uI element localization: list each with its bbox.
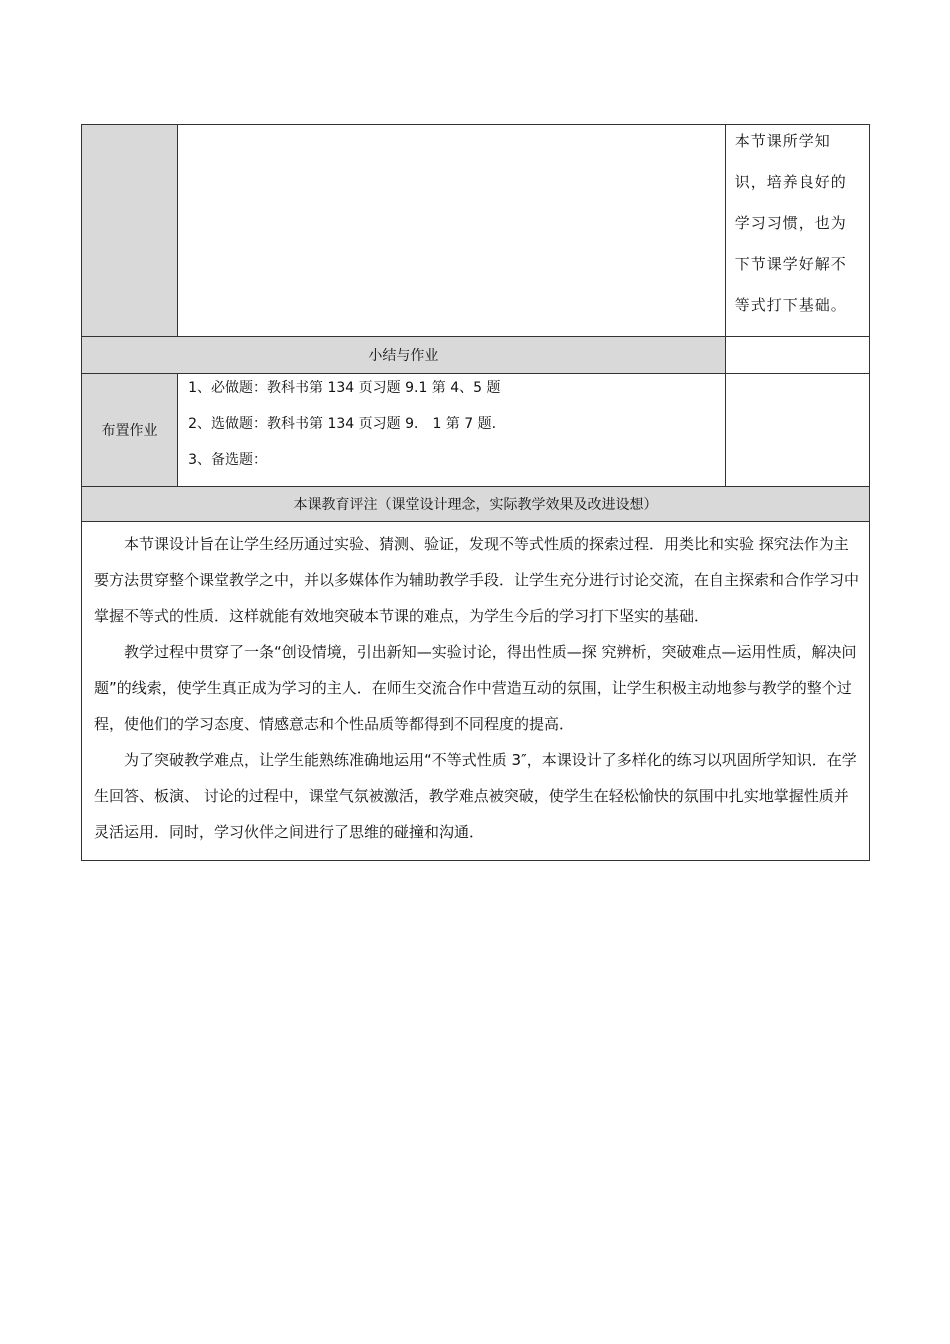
summary-header: 小结与作业 — [82, 337, 726, 374]
empty-cell — [725, 337, 869, 374]
homework-item: 2、选做题：教科书第 134 页习题 9． 1 第 7 题. — [188, 416, 497, 432]
table-row — [82, 374, 870, 487]
homework-list — [178, 374, 726, 487]
design-note-line: 等式打下基础。 — [734, 296, 847, 314]
table-row — [82, 125, 870, 337]
evaluation-paragraph: 教学过程中贯穿了一条“创设情境，引出新知—实验讨论，得出性质—探 究辨析，突破难点—运用性质，解决问题”的线索，使学生真正成为学习的主人．在师生交流合作中营造互动的氛围，让学生积极主动地参与教学的整个过程，使他们的学习态度、情感意志和个性品质等都得到不同程度的提高． — [94, 643, 857, 733]
table-row — [82, 337, 870, 374]
design-note-line: 下节课学好解不 — [734, 255, 847, 273]
design-note-line: 本节课所学知 — [734, 132, 831, 150]
evaluation-paragraph: 为了突破教学难点，让学生能熟练准确地运用“不等式性质 3″，本课设计了多样化的练习以巩固所学知识．在学生回答、板演、 讨论的过程中，课堂气氛被激活，教学难点被突破，使学生在轻松愉快的氛围中扎实地掌握性质并灵活运用．同时，学习伙伴之间进行了思维的碰撞和沟通． — [94, 751, 857, 841]
evaluation-paragraph: 本节课设计旨在让学生经历通过实验、猜测、验证，发现不等式性质的探索过程．用类比和实验 探究法作为主要方法贯穿整个课堂教学之中，并以多媒体作为辅助教学手段．让学生充分进行讨论交流，在自主探索和合作学习中掌握不等式的性质．这样就能有效地突破本节课的难点，为学生今后的学习打下坚实的基础． — [94, 535, 860, 625]
content-cell — [178, 125, 726, 337]
homework-label: 布置作业 — [82, 374, 178, 487]
homework-item: 1、必做题：教科书第 134 页习题 9.1 第 4、5 题 — [188, 380, 501, 396]
design-note-line: 学习习惯，也为 — [734, 214, 847, 232]
design-note-line: 识，培养良好的 — [734, 173, 847, 191]
homework-item: 3、备选题： — [188, 452, 268, 468]
lesson-plan-table — [81, 124, 870, 861]
design-note-cell — [725, 125, 869, 337]
evaluation-body — [82, 522, 870, 861]
row-label-cell — [82, 125, 178, 337]
table-row — [82, 487, 870, 522]
table-row — [82, 522, 870, 861]
evaluation-header: 本课教育评注（课堂设计理念，实际教学效果及改进设想） — [82, 487, 870, 522]
empty-cell — [725, 374, 869, 487]
